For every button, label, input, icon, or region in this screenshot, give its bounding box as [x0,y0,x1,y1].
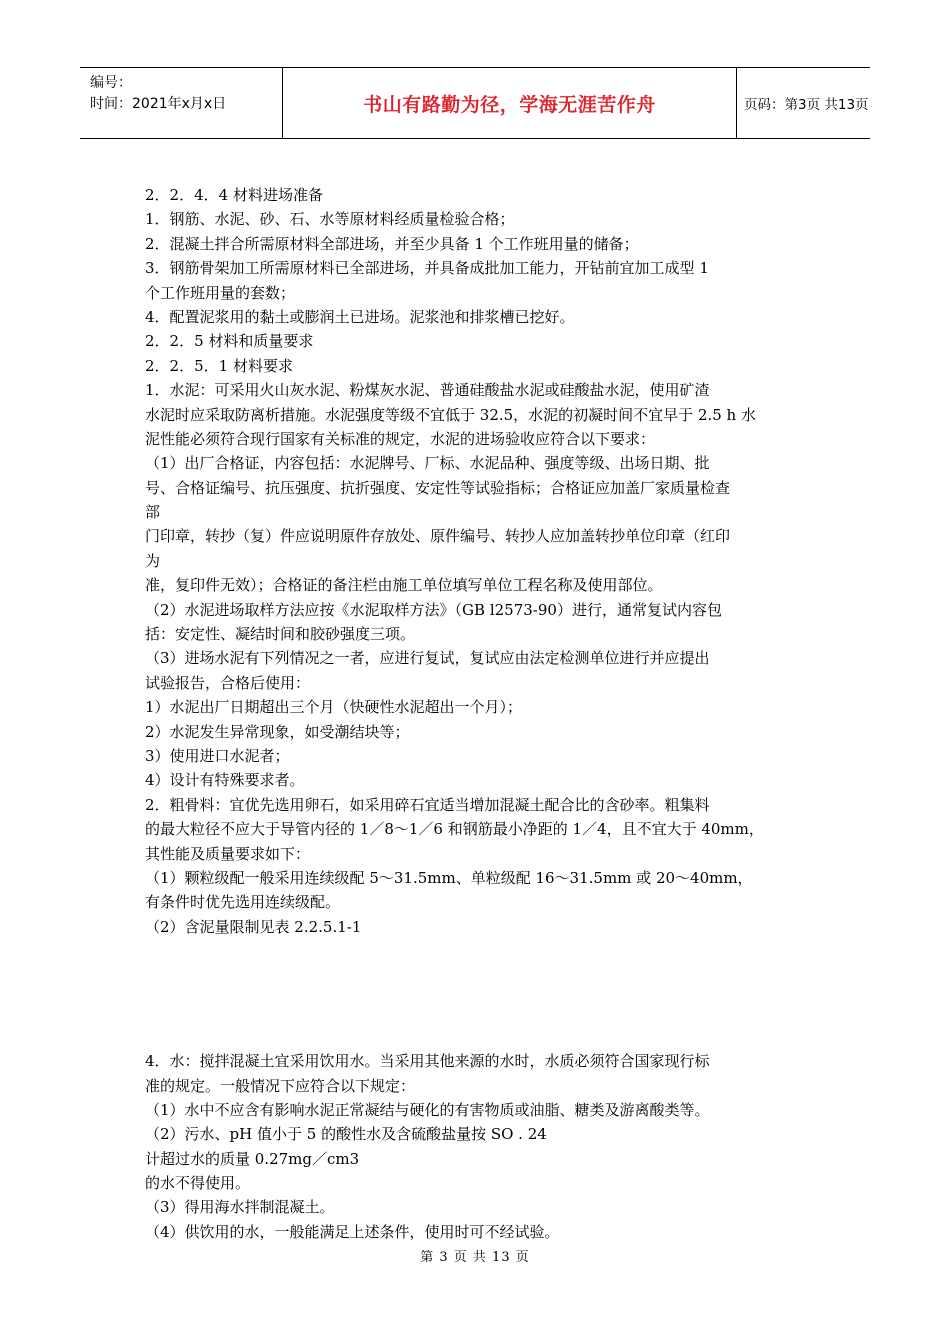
body-text-line: 水泥时应采取防离析措施。水泥强度等级不宜低于 32.5，水泥的初凝时间不宜早于 2.5 h 水 [145,405,756,424]
body-section-1 [145,183,815,939]
body-text-line: 泥性能必须符合现行国家有关标准的规定，水泥的进场验收应符合以下要求： [145,429,656,448]
body-text-line: 的最大粒径不应大于导管内径的 1／8～1／6 和钢筋最小净距的 1／4，且不宜大于 40mm， [145,820,764,839]
body-text-line: 有条件时优先选用连续级配。 [145,893,341,912]
header-page-info: 页码：第3页 共13页 [744,97,869,113]
body-text-line: 试验报告，合格后使用： [145,673,311,692]
body-text-line: （1）出厂合格证，内容包括：水泥牌号、厂标、水泥品种、强度等级、出场日期、批 [145,454,710,473]
body-text-line: 门印章，转抄（复）件应说明原件存放处、原件编号、转抄人应加盖转抄单位印章（红印 [145,527,731,546]
body-text-line: 1）水泥出厂日期超出三个月（快硬性水泥超出一个月）； [145,698,523,717]
body-text-line: 2．2．5．1 材料要求 [145,356,293,375]
header-left-cell [80,68,282,138]
body-text-line: 为 [145,551,161,570]
header-motto-cell [282,68,737,138]
body-text-line: 的水不得使用。 [145,1174,251,1193]
body-text-line: 2．2．5 材料和质量要求 [145,332,314,351]
body-text-line: 2．粗骨料：宜优先选用卵石，如采用碎石宜适当增加混凝土配合比的含砂率。粗集料 [145,795,710,814]
header-motto: 书山有路勤为径，学海无涯苦作舟 [363,93,656,116]
body-text-line: 4．水：搅拌混凝土宜采用饮用水。当采用其他来源的水时，水质必须符合国家现行标 [145,1052,710,1071]
body-text-line: 计超过水的质量 0.27mg／cm3 [145,1149,360,1168]
table-gap [145,939,815,1049]
body-text-line: （4）供饮用的水，一般能满足上述条件，使用时可不经试验。 [145,1222,560,1241]
body-text-line: 括：安定性、凝结时间和胶砂强度三项。 [145,625,416,644]
page-header [80,67,870,139]
body-text-line: 准，复印件无效）；合格证的备注栏由施工单位填写单位工程名称及使用部位。 [145,576,663,595]
body-text-line: 3．钢筋骨架加工所需原材料已全部进场，并具备成批加工能力，开钻前宜加工成型 1 [145,259,709,278]
page-footer [0,1246,950,1265]
body-text-line: （1）水中不应含有影响水泥正常凝结与硬化的有害物质或油脂、糖类及游离酸类等。 [145,1100,710,1119]
document-body [145,183,815,1244]
body-text-line: （1）颗粒级配一般采用连续级配 5～31.5mm、单粒级配 16～31.5mm 或 20～40mm， [145,868,753,887]
body-text-line: 4．配置泥浆用的黏土或膨润土已进场。泥浆池和排浆槽已挖好。 [145,307,575,326]
body-text-line: 其性能及质量要求如下： [145,844,311,863]
body-text-line: （3）进场水泥有下列情况之一者，应进行复试，复试应由法定检测单位进行并应提出 [145,649,710,668]
body-text-line: 准的规定。一般情况下应符合以下规定： [145,1076,416,1095]
body-section-2 [145,1049,815,1244]
body-text-line: 1．钢筋、水泥、砂、石、水等原材料经质量检验合格； [145,210,515,229]
body-text-line: （3）得用海水拌制混凝土。 [145,1198,335,1217]
document-number-label: 编号： [90,75,132,91]
body-text-line: 2）水泥发生异常现象，如受潮结块等； [145,722,410,741]
body-text-line: 个工作班用量的套数； [145,283,296,302]
body-text-line: （2）污水、pH 值小于 5 的酸性水及含硫酸盐量按 SO . 24 [145,1125,547,1144]
document-time-label: 时间：2021年x月x日 [90,96,227,112]
body-text-line: 1．水泥：可采用火山灰水泥、粉煤灰水泥、普通硅酸盐水泥或硅酸盐水泥，使用矿渣 [145,381,710,400]
body-text-line: 号、合格证编号、抗压强度、抗折强度、安定性等试验指标；合格证应加盖厂家质量检查 [145,478,731,497]
body-text-line: （2）含泥量限制见表 2.2.5.1-1 [145,917,362,936]
body-text-line: 2．2．4．4 材料进场准备 [145,186,323,204]
body-text-line: 3）使用进口水泥者； [145,746,290,765]
body-text-line: 4）设计有特殊要求者。 [145,771,305,790]
header-page-cell [736,68,870,138]
body-text-line: 部 [145,503,161,522]
body-text-line: （2）水泥进场取样方法应按《水泥取样方法》（GB l2573-90）进行，通常复试内容包 [145,600,722,619]
footer-page-number: 第 3 页 共 13 页 [420,1250,530,1265]
body-text-line: 2．混凝土拌合所需原材料全部进场，并至少具备 1 个工作班用量的储备； [145,234,639,253]
